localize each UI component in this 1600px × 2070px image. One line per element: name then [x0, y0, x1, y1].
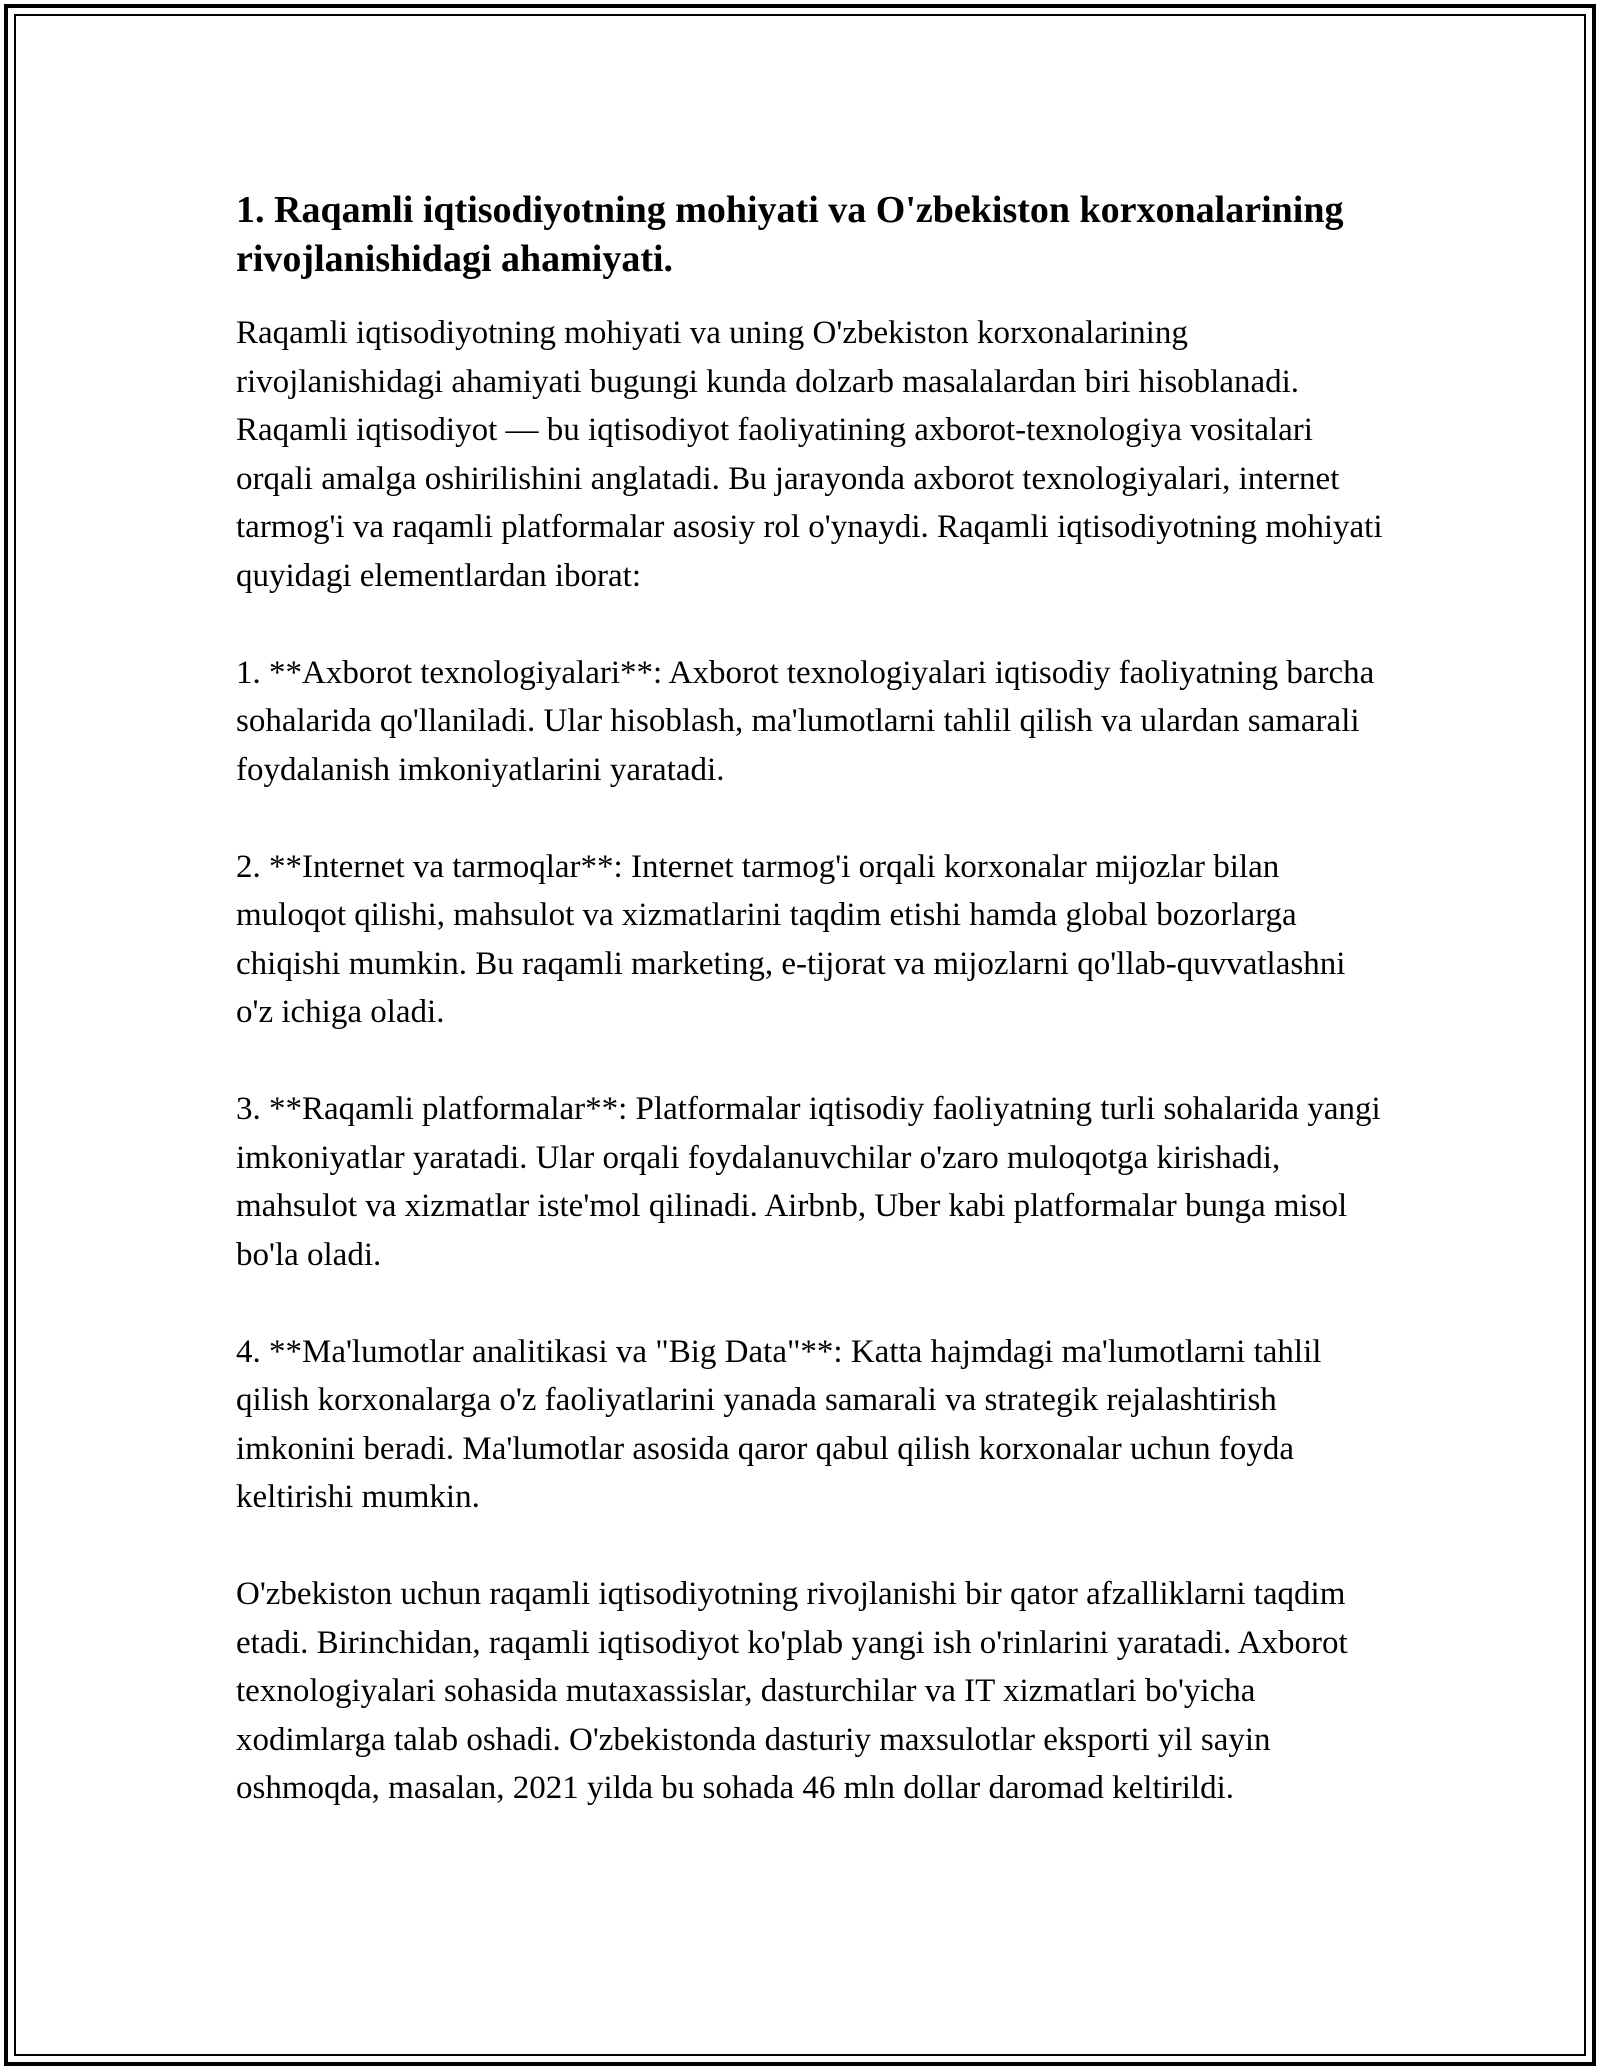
document-body [236, 186, 1386, 1861]
list-item-axborot-texnologiyalari: 1. **Axborot texnologiyalari**: Axborot texnologiyalari iqtisodiy faoliyatning barcha sohalarida qo'llaniladi. Ular hisoblash, ma'lumotlarni tahlil qilish va ulardan samarali foydalanish imkoniyatlarini yaratadi. [236, 654, 1375, 788]
conclusion-paragraph: O'zbekiston uchun raqamli iqtisodiyotning rivojlanishi bir qator afzalliklarni taqdim etadi. Birinchidan, raqamli iqtisodiyot ko'plab yangi ish o'rinlarini yaratadi. Axborot texnologiyalari sohasida mutaxassislar, dasturchilar va IT xizmatlari bo'yicha xodimlarga talab oshadi. O'zbekistonda dasturiy maxsulotlar eksporti yil sayin oshmoqda, masalan, 2021 yilda bu sohada 46 mln dollar daromad keltirildi. [236, 1576, 1348, 1806]
section-heading: 1. Raqamli iqtisodiyotning mohiyati va O'zbekiston korxonalarining rivojlanishidagi ahamiyati. [236, 189, 1344, 280]
list-item-raqamli-platformalar: 3. **Raqamli platformalar**: Platformalar iqtisodiy faoliyatning turli sohalarida yangi imkoniyatlar yaratadi. Ular orqali foydalanuvchilar o'zaro muloqotga kirishadi, mahsulot va xizmatlar iste'mol qilinadi. Airbnb, Uber kabi platformalar bunga misol bo'la oladi. [236, 1091, 1381, 1273]
list-item-big-data: 4. **Ma'lumotlar analitikasi va "Big Data"**: Katta hajmdagi ma'lumotlarni tahlil qilish korxonalarga o'z faoliyatlarini yanada samarali va strategik rejalashtirish imkonini beradi. Ma'lumotlar asosida qaror qabul qilish korxonalar uchun foyda keltirishi mumkin. [236, 1333, 1322, 1515]
list-item-internet-va-tarmoqlar: 2. **Internet va tarmoqlar**: Internet tarmog'i orqali korxonalar mijozlar bilan muloqot qilishi, mahsulot va xizmatlarini taqdim etishi hamda global bozorlarga chiqishi mumkin. Bu raqamli marketing, e-tijorat va mijozlarni qo'llab-quvvatlashni o'z ichiga oladi. [236, 848, 1346, 1030]
intro-paragraph: Raqamli iqtisodiyotning mohiyati va uning O'zbekiston korxonalarining rivojlanishidagi ahamiyati bugungi kunda dolzarb masalalardan biri hisoblanadi. Raqamli iqtisodiyot — bu iqtisodiyot faoliyatining axborot-texnologiya vositalari orqali amalga oshirilishini anglatadi. Bu jarayonda axborot texnologiyalari, internet tarmog'i va raqamli platformalar asosiy rol o'ynaydi. Raqamli iqtisodiyotning mohiyati quyidagi elementlardan iborat: [236, 315, 1383, 594]
